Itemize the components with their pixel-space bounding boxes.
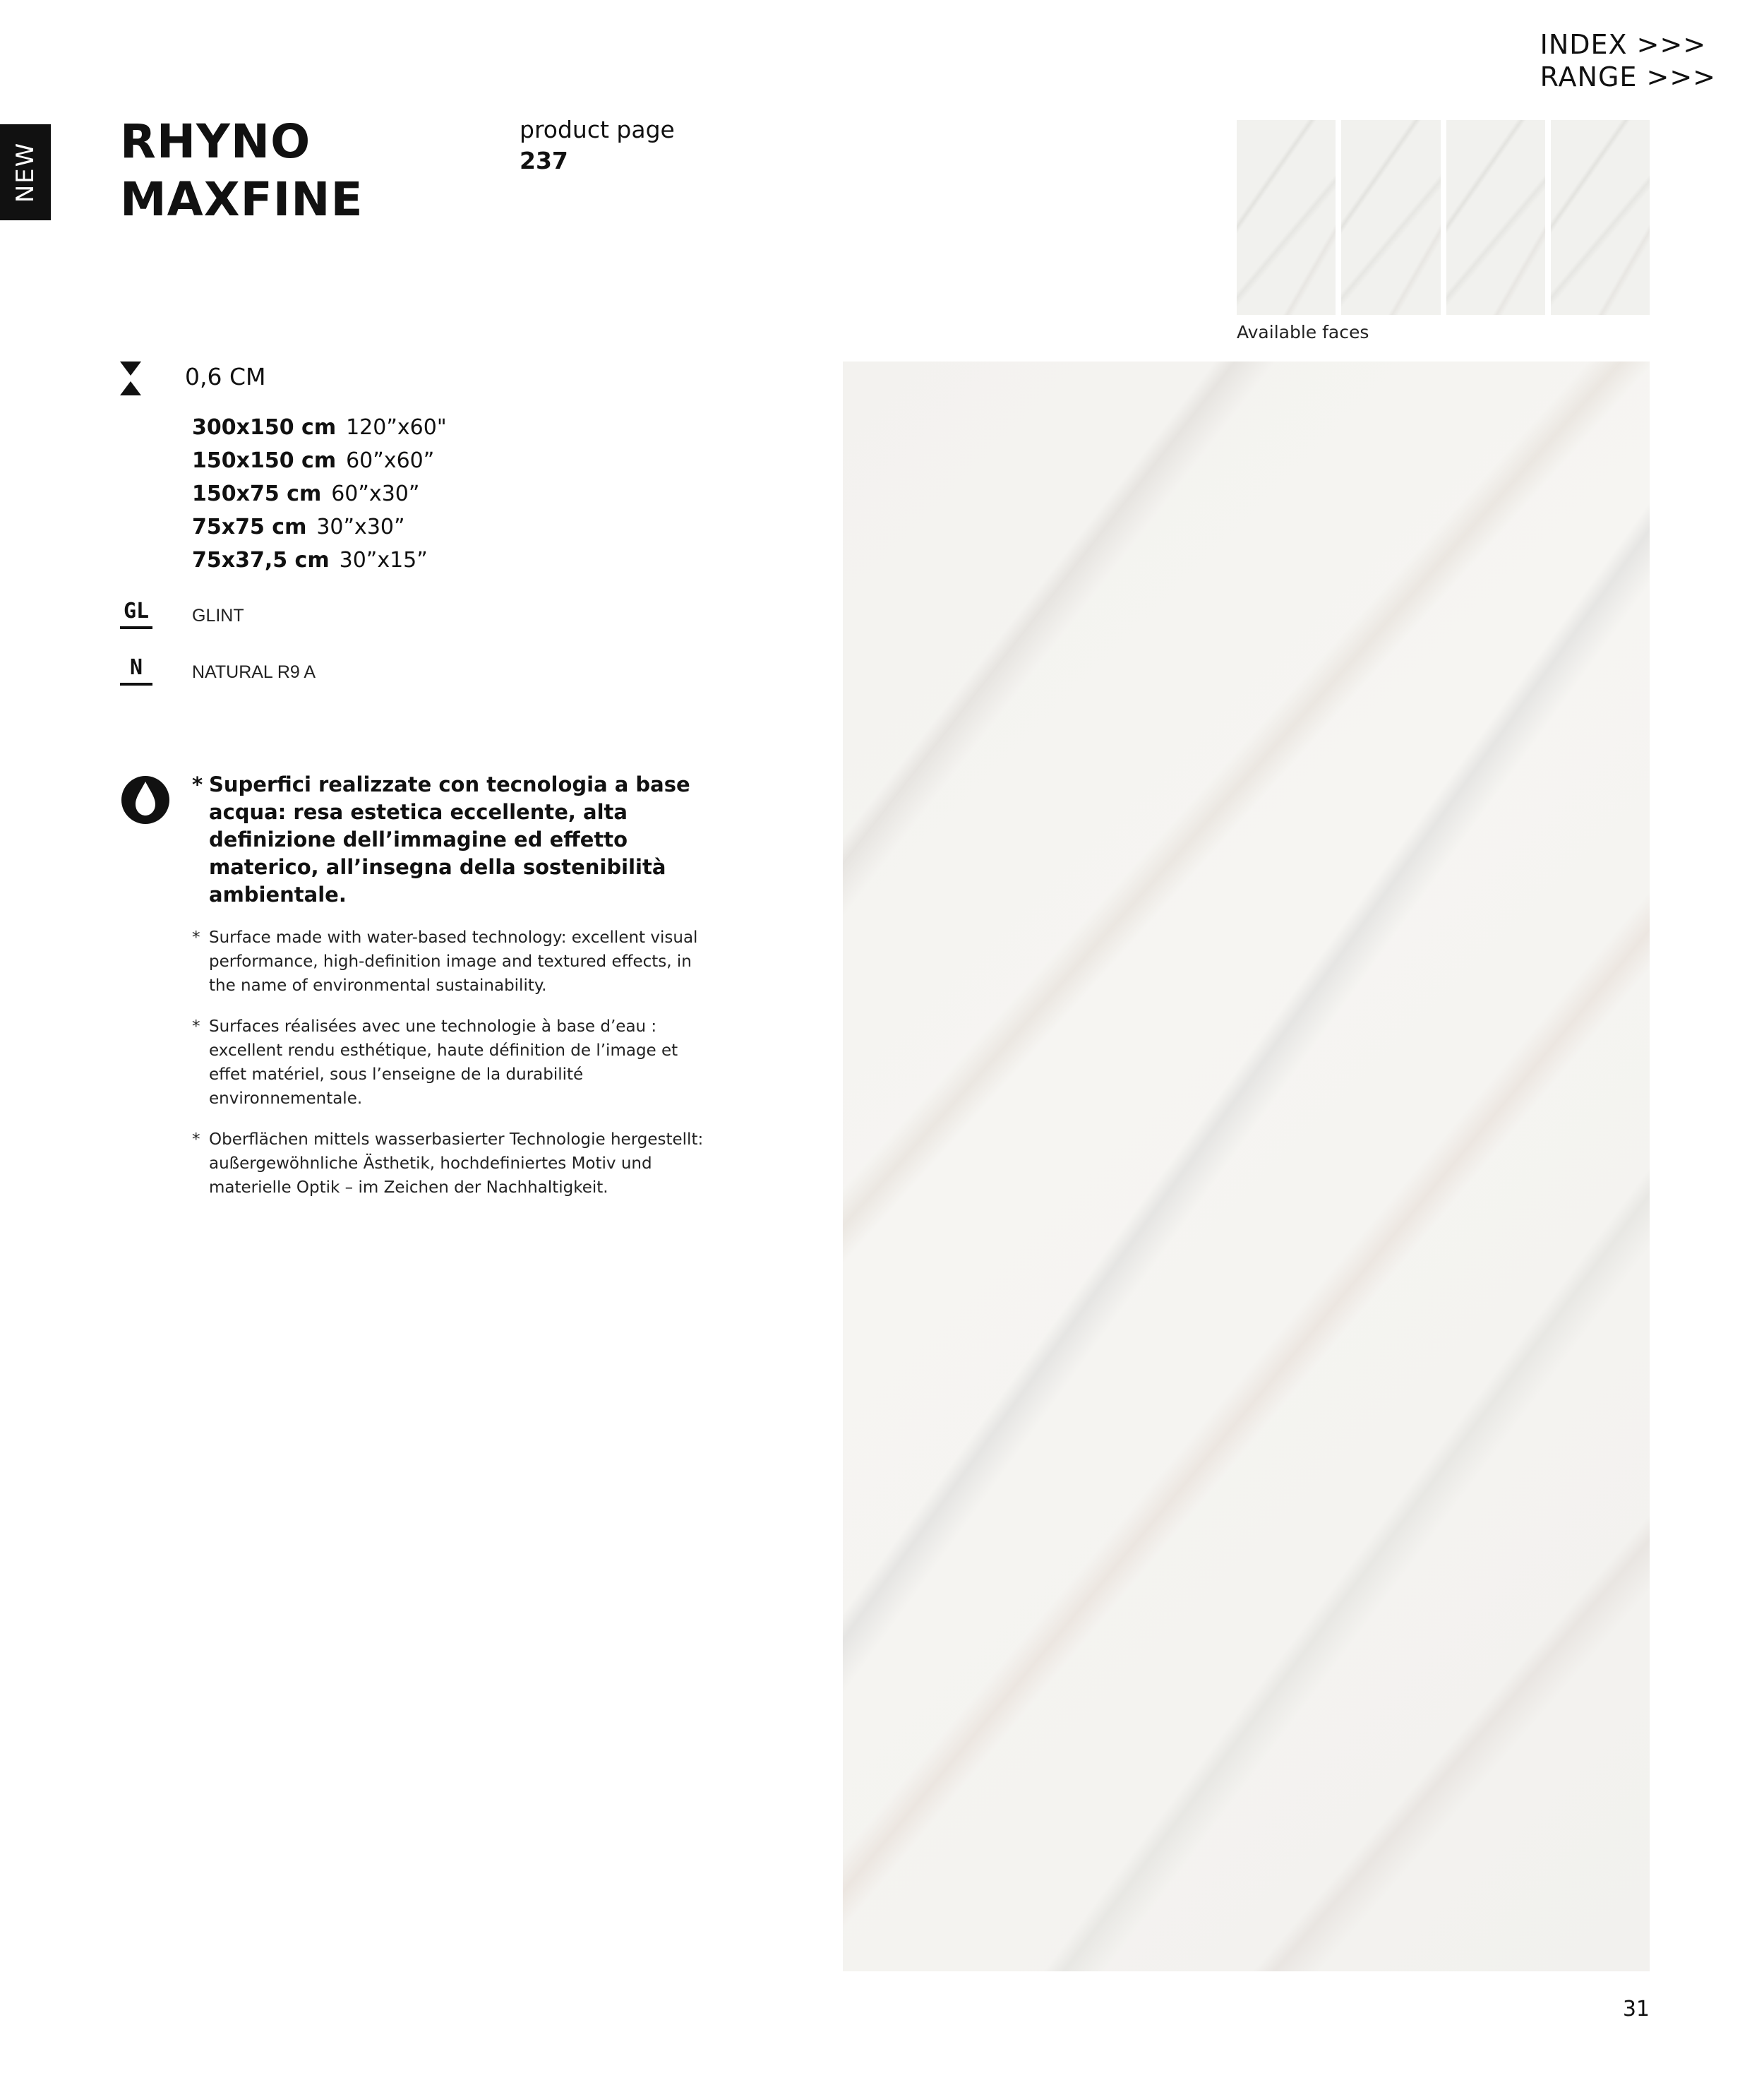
water-drop-icon bbox=[120, 772, 171, 825]
note-french-text: Surfaces réalisées avec une technologie à base d’eau : excellent rendu esthétique, haute définition de l’image et effet matériel, sous l’enseigne de la durabilité environnementale. bbox=[209, 1017, 678, 1108]
new-badge bbox=[0, 124, 51, 220]
note-german bbox=[192, 1128, 714, 1200]
available-faces-label: Available faces bbox=[1237, 322, 1369, 342]
thickness-icon bbox=[120, 362, 141, 395]
face-thumbnail bbox=[1551, 120, 1650, 315]
product-title-line2: MAXFINE bbox=[120, 172, 364, 227]
size-list bbox=[192, 411, 447, 577]
size-row bbox=[192, 510, 447, 544]
top-nav bbox=[1540, 28, 1716, 93]
size-imperial: 30”x30” bbox=[316, 515, 405, 539]
size-row bbox=[192, 444, 447, 477]
note-italian-text: Superfici realizzate con tecnologia a base acqua: resa estetica eccellente, alta definizione dell’immagine ed effetto materico, all’insegna della sostenibilità ambientale. bbox=[209, 772, 690, 907]
note-italian bbox=[192, 771, 714, 909]
note-star: * bbox=[192, 772, 203, 796]
size-metric: 75x37,5 cm bbox=[192, 548, 330, 573]
note-french bbox=[192, 1015, 714, 1111]
face-thumbnail bbox=[1341, 120, 1440, 315]
product-title bbox=[120, 113, 364, 229]
index-link[interactable]: INDEX >>> bbox=[1540, 29, 1707, 60]
product-title-line1: RHYNO bbox=[120, 114, 311, 169]
note-german-text: Oberflächen mittels wasserbasierter Technologie hergestellt: außergewöhnliche Ästhetik, hochdefiniertes Motiv und materielle Optik – im Zeichen der Nachhaltigkeit. bbox=[209, 1130, 704, 1197]
note-star: * bbox=[192, 1130, 200, 1149]
size-row bbox=[192, 411, 447, 444]
size-row bbox=[192, 477, 447, 510]
size-metric: 150x150 cm bbox=[192, 448, 337, 473]
note-star: * bbox=[192, 1017, 200, 1036]
size-imperial: 60”x60” bbox=[346, 448, 435, 473]
size-metric: 300x150 cm bbox=[192, 415, 337, 440]
size-imperial: 120”x60" bbox=[346, 415, 447, 440]
available-faces bbox=[1237, 120, 1650, 315]
thickness-label: 0,6 CM bbox=[185, 363, 266, 390]
new-badge-label: NEW bbox=[11, 141, 40, 203]
size-imperial: 60”x30” bbox=[331, 482, 420, 506]
finish-code-natural: N bbox=[120, 655, 152, 686]
finish-label-glint: GLINT bbox=[192, 606, 244, 626]
size-row bbox=[192, 544, 447, 577]
size-metric: 150x75 cm bbox=[192, 482, 322, 506]
product-page-number[interactable]: 237 bbox=[520, 147, 568, 174]
face-thumbnail bbox=[1237, 120, 1336, 315]
product-page-label: product page bbox=[520, 116, 675, 143]
product-page-ref bbox=[520, 114, 675, 177]
note-english-text: Surface made with water-based technology: excellent visual performance, high-definition image and textured effects, in the name of environmental sustainability. bbox=[209, 928, 698, 995]
finish-code-glint: GL bbox=[120, 599, 152, 629]
sustainability-notes bbox=[192, 771, 714, 1217]
size-metric: 75x75 cm bbox=[192, 515, 307, 539]
size-imperial: 30”x15” bbox=[339, 548, 428, 573]
note-star: * bbox=[192, 928, 200, 947]
range-link[interactable]: RANGE >>> bbox=[1540, 61, 1716, 92]
finish-label-natural: NATURAL R9 A bbox=[192, 662, 316, 682]
slab-image bbox=[843, 362, 1650, 1971]
note-english bbox=[192, 926, 714, 998]
face-thumbnail bbox=[1446, 120, 1545, 315]
page-number: 31 bbox=[1622, 1997, 1650, 2021]
